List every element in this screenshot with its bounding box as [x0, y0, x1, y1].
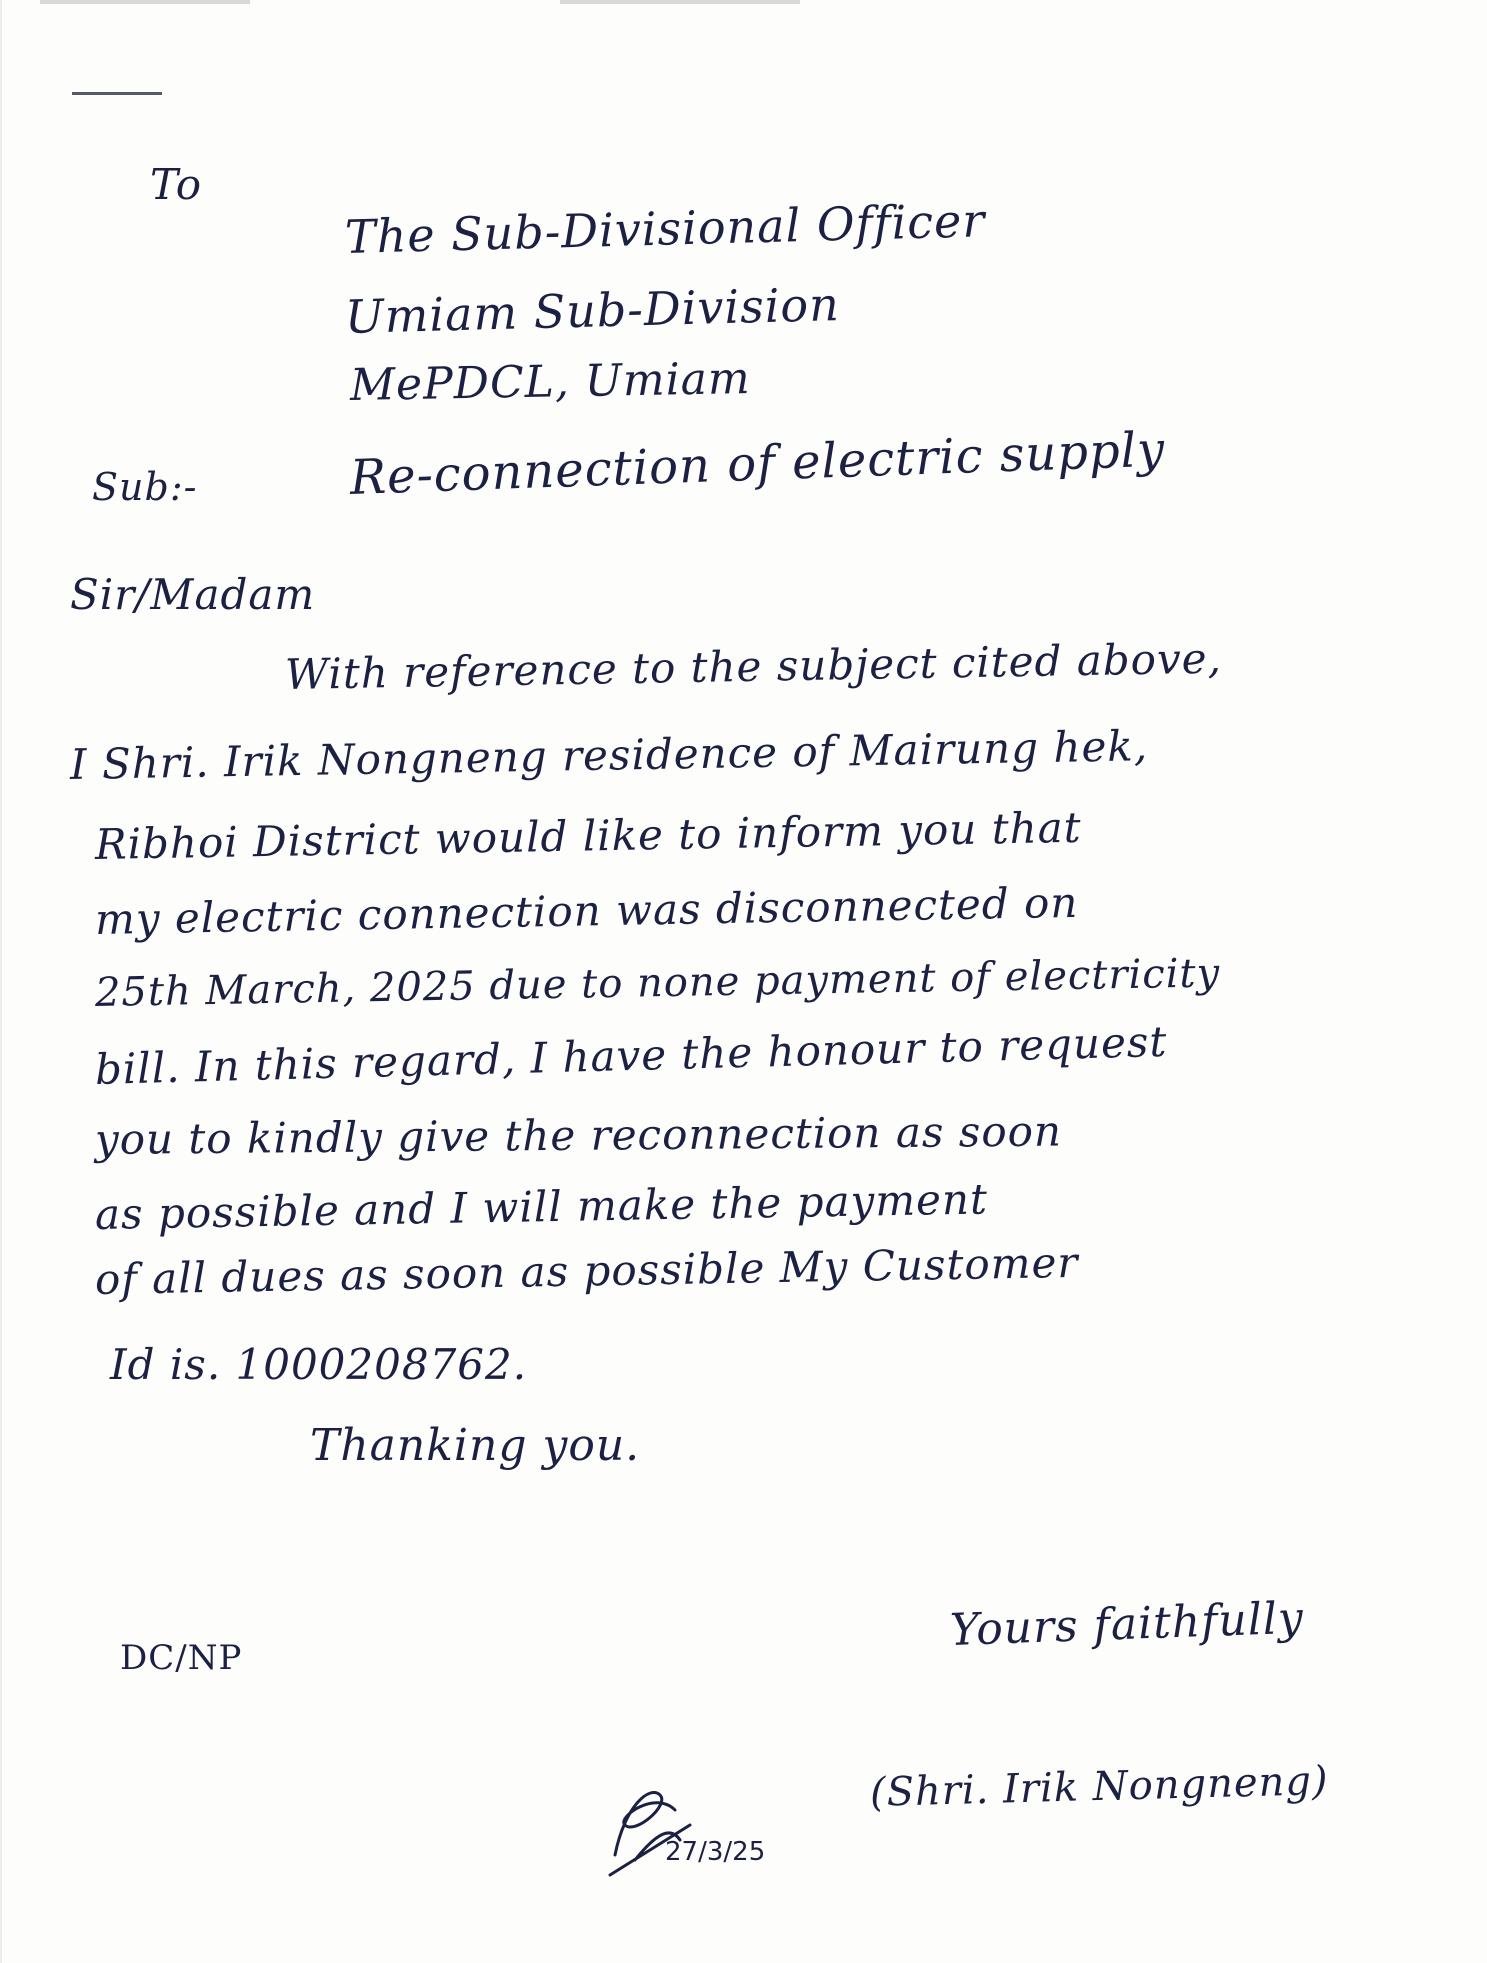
- addressee-line-3: MePDCL, Umiam: [349, 353, 752, 411]
- body-line: you to kindly give the reconnection as soon: [94, 1106, 1063, 1164]
- scan-margin-line: [0, 0, 2, 1963]
- subject-text: Re-connection of electric supply: [349, 421, 1167, 506]
- body-line: With reference to the subject cited above,: [284, 633, 1223, 699]
- reference-mark: DC/NP: [120, 1638, 243, 1678]
- body-line: of all dues as soon as possible My Customer: [94, 1237, 1079, 1304]
- body-line: Id is. 1000208762.: [110, 1340, 528, 1389]
- body-line: Ribhoi District would like to inform you that: [94, 802, 1082, 869]
- closing: Thanking you.: [310, 1420, 641, 1471]
- top-rule: [72, 92, 162, 95]
- greeting: Sir/Madam: [70, 570, 316, 619]
- addressee-line-1: The Sub-Divisional Officer: [344, 193, 986, 264]
- sign-off: Yours faithfully: [949, 1592, 1305, 1656]
- initials-signature: [595, 1765, 765, 1895]
- scan-edge-mark: [560, 0, 800, 4]
- body-line: as possible and I will make the payment: [94, 1174, 989, 1239]
- addressee-line-2: Umiam Sub-Division: [344, 277, 841, 344]
- body-line: 25th March, 2025 due to none payment of electricity: [94, 950, 1221, 1016]
- signatory-name: (Shri. Irik Nongneng): [869, 1758, 1330, 1816]
- scan-edge-mark: [40, 0, 250, 4]
- subject-label: Sub:-: [92, 465, 198, 509]
- body-line: I Shri. Irik Nongneng residence of Mairung hek,: [69, 721, 1149, 789]
- body-line: my electric connection was disconnected on: [94, 877, 1079, 944]
- svg-text:27/3/25: 27/3/25: [665, 1837, 766, 1867]
- body-line: bill. In this regard, I have the honour to request: [94, 1016, 1168, 1094]
- to-label: To: [150, 160, 203, 209]
